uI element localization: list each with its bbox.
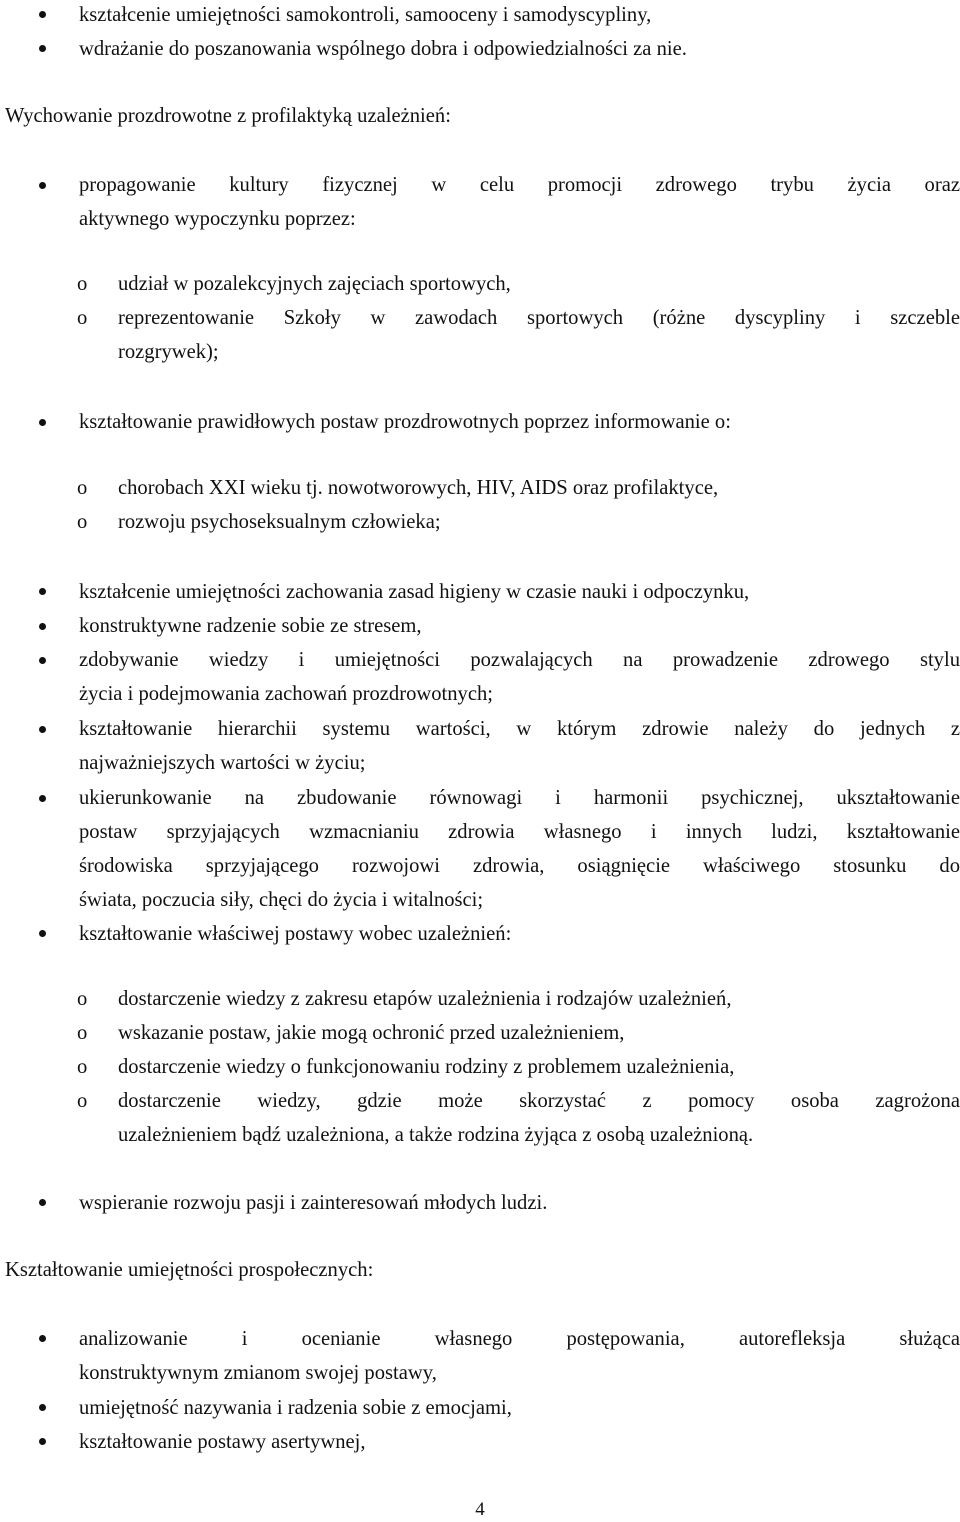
sub-list-item: dostarczenie wiedzy o funkcjonowaniu rodziny z problemem uzależnienia, [118, 1056, 735, 1078]
list-item-continuation: środowiska sprzyjającego rozwojowi zdrowia, osiągnięcie właściwego stosunku do [79, 855, 960, 877]
list-item-continuation: najważniejszych wartości w życiu; [79, 752, 366, 774]
list-item: kształtowanie postawy asertywnej, [79, 1431, 366, 1453]
page-number: 4 [475, 1499, 485, 1520]
bullet-icon [39, 930, 46, 937]
bullet-icon [39, 657, 46, 664]
bullet-icon [39, 1438, 46, 1445]
list-item: kształtowanie właściwej postawy wobec uzależnień: [79, 923, 512, 945]
bullet-icon [39, 1404, 46, 1411]
list-item: propagowanie kultury fizycznej w celu promocji zdrowego trybu życia oraz [79, 174, 960, 196]
sub-list-item: chorobach XXI wieku tj. nowotworowych, HIV, AIDS oraz profilaktyce, [118, 477, 719, 499]
list-item-continuation: świata, poczucia siły, chęci do życia i witalności; [79, 889, 484, 911]
sub-list-item: udział w pozalekcyjnych zajęciach sportowych, [118, 273, 511, 295]
bullet-icon [39, 726, 46, 733]
list-item: kształcenie umiejętności samokontroli, samooceny i samodyscypliny, [79, 4, 652, 26]
bullet-icon [39, 795, 46, 802]
bullet-icon [39, 1335, 46, 1342]
list-item: wspieranie rozwoju pasji i zainteresowań młodych ludzi. [79, 1192, 548, 1214]
sub-bullet-marker: o [77, 307, 88, 329]
section-heading: Wychowanie prozdrowotne z profilaktyką uzależnień: [5, 105, 451, 127]
bullet-icon [39, 45, 46, 52]
bullet-icon [39, 623, 46, 630]
list-item: zdobywanie wiedzy i umiejętności pozwalających na prowadzenie zdrowego stylu [79, 649, 960, 671]
list-item: umiejętność nazywania i radzenia sobie z emocjami, [79, 1397, 512, 1419]
sub-list-item-continuation: rozgrywek); [118, 341, 219, 363]
bullet-icon [39, 1199, 46, 1206]
list-item-continuation: aktywnego wypoczynku poprzez: [79, 208, 356, 230]
sub-list-item: rozwoju psychoseksualnym człowieka; [118, 511, 441, 533]
sub-list-item: dostarczenie wiedzy z zakresu etapów uzależnienia i rodzajów uzależnień, [118, 988, 732, 1010]
list-item: kształtowanie hierarchii systemu wartości, w którym zdrowie należy do jednych z [79, 718, 960, 740]
list-item: analizowanie i ocenianie własnego postępowania, autorefleksja służąca [79, 1328, 960, 1350]
list-item: konstruktywne radzenie sobie ze stresem, [79, 615, 422, 637]
list-item: ukierunkowanie na zbudowanie równowagi i harmonii psychicznej, ukształtowanie [79, 787, 960, 809]
list-item-continuation: postaw sprzyjających wzmacnianiu zdrowia własnego i innych ludzi, kształtowanie [79, 821, 960, 843]
sub-bullet-marker: o [77, 511, 88, 533]
list-item-continuation: życia i podejmowania zachowań prozdrowotnych; [79, 683, 494, 705]
list-item-continuation: konstruktywnym zmianom swojej postawy, [79, 1362, 437, 1384]
sub-bullet-marker: o [77, 988, 88, 1010]
section-heading: Kształtowanie umiejętności prospołecznych: [5, 1259, 374, 1281]
bullet-icon [39, 182, 46, 189]
sub-list-item: dostarczenie wiedzy, gdzie może skorzystać z pomocy osoba zagrożona [118, 1090, 960, 1112]
bullet-icon [39, 419, 46, 426]
sub-bullet-marker: o [77, 1022, 88, 1044]
bullet-icon [39, 11, 46, 18]
sub-list-item: wskazanie postaw, jakie mogą ochronić przed uzależnieniem, [118, 1022, 625, 1044]
list-item: kształcenie umiejętności zachowania zasad higieny w czasie nauki i odpoczynku, [79, 581, 750, 603]
bullet-icon [39, 588, 46, 595]
sub-list-item-continuation: uzależnieniem bądź uzależniona, a także rodzina żyjąca z osobą uzależnioną. [118, 1124, 754, 1146]
list-item: wdrażanie do poszanowania wspólnego dobra i odpowiedzialności za nie. [79, 38, 687, 60]
sub-bullet-marker: o [77, 1056, 88, 1078]
sub-bullet-marker: o [77, 477, 88, 499]
sub-bullet-marker: o [77, 273, 88, 295]
list-item: kształtowanie prawidłowych postaw prozdrowotnych poprzez informowanie o: [79, 411, 731, 433]
sub-bullet-marker: o [77, 1090, 88, 1112]
sub-list-item: reprezentowanie Szkoły w zawodach sportowych (różne dyscypliny i szczeble [118, 307, 960, 329]
